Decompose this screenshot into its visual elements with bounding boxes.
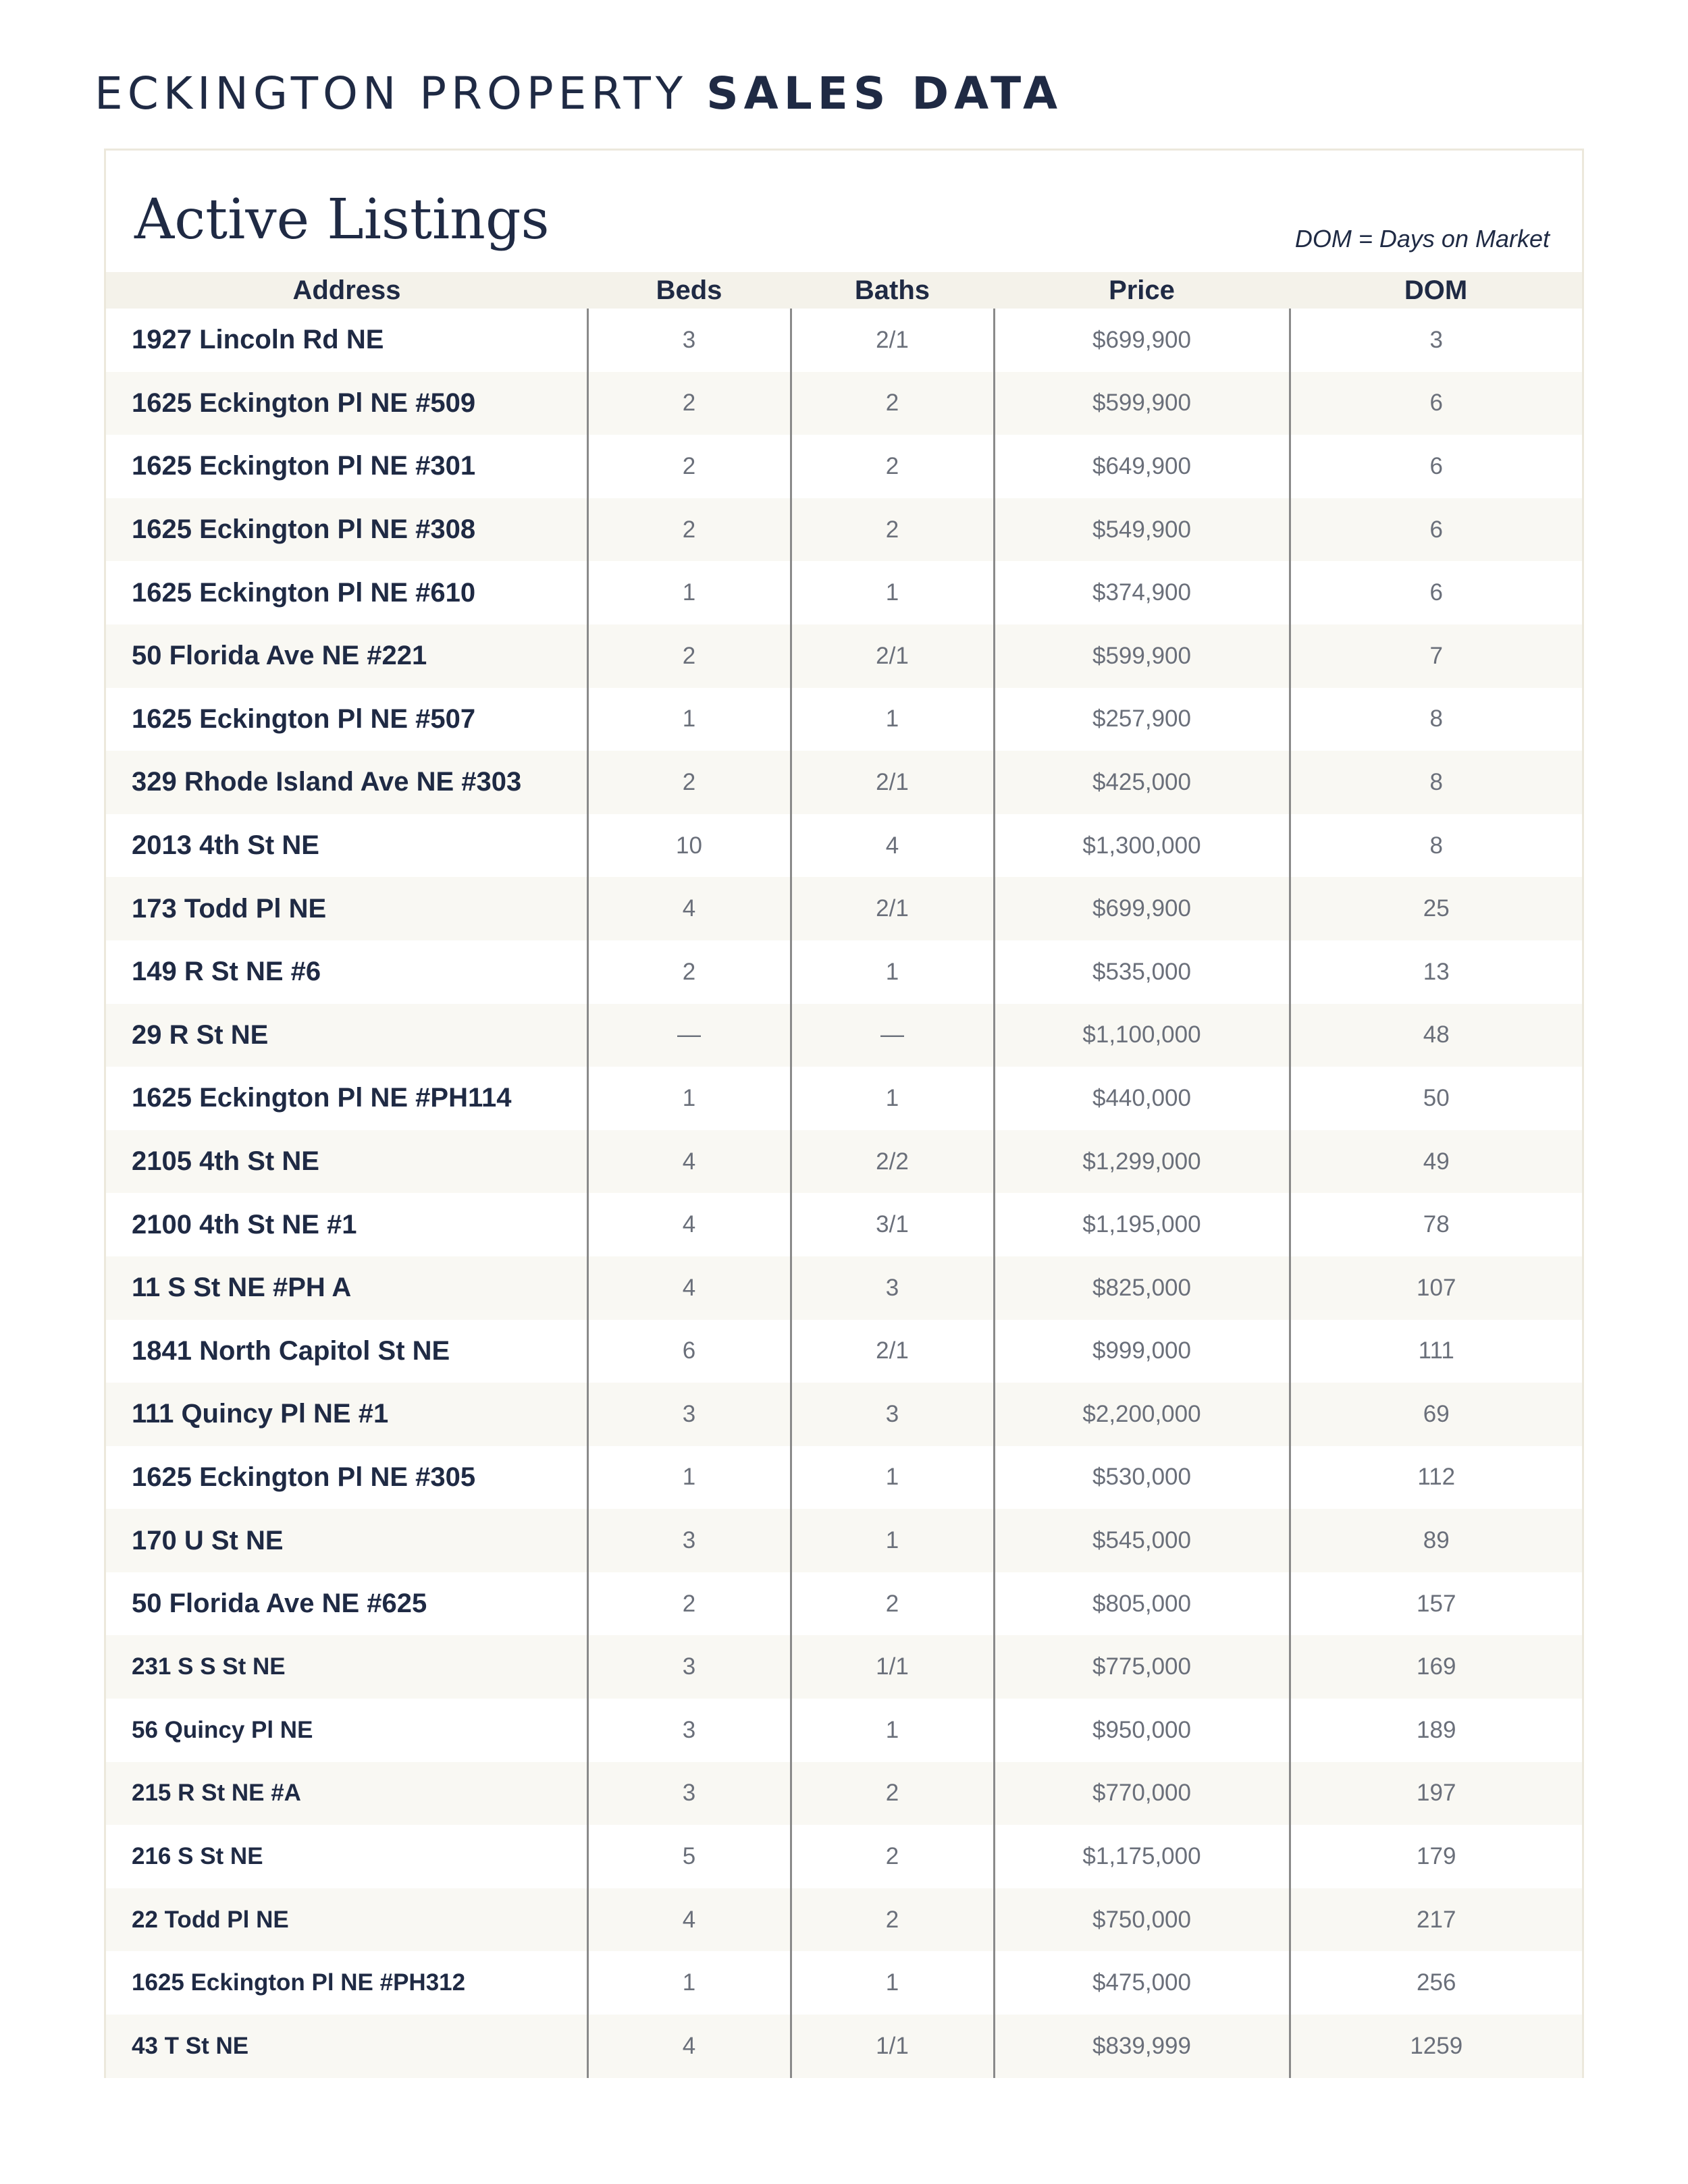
cell-address: 1625 Eckington Pl NE #301 <box>132 451 476 481</box>
cell-baths: 3 <box>791 1383 994 1446</box>
cell-price: $775,000 <box>994 1635 1290 1699</box>
cell-baths: 1 <box>791 561 994 624</box>
cell-baths: 1 <box>791 1951 994 2015</box>
table-row <box>106 1004 1582 1067</box>
cell-price: $1,175,000 <box>994 1825 1290 1888</box>
cell-price: $750,000 <box>994 1888 1290 1952</box>
cell-dom: 3 <box>1290 309 1582 372</box>
cell-price: $374,900 <box>994 561 1290 624</box>
cell-baths: 1 <box>791 1699 994 1762</box>
cell-beds: 3 <box>587 309 791 372</box>
cell-address: 2013 4th St NE <box>132 830 319 861</box>
cell-beds: 6 <box>587 1320 791 1383</box>
cell-baths: 4 <box>791 814 994 878</box>
cell-beds: 4 <box>587 1888 791 1952</box>
cell-dom: 112 <box>1290 1446 1582 1510</box>
cell-beds: 3 <box>587 1383 791 1446</box>
table-row <box>106 1951 1582 2015</box>
table-row <box>106 435 1582 498</box>
column-header-baths: Baths <box>791 272 994 309</box>
cell-baths: 1 <box>791 688 994 751</box>
table-row <box>106 1256 1582 1320</box>
cell-beds: 1 <box>587 688 791 751</box>
cell-beds: — <box>587 1004 791 1067</box>
table-row <box>106 1193 1582 1256</box>
table-row <box>106 1762 1582 1826</box>
cell-price: $530,000 <box>994 1446 1290 1510</box>
column-header-price: Price <box>994 272 1290 309</box>
cell-dom: 25 <box>1290 877 1582 940</box>
cell-address: 149 R St NE #6 <box>132 957 321 987</box>
column-header-address: Address <box>106 272 587 309</box>
table-row <box>106 561 1582 624</box>
cell-beds: 4 <box>587 877 791 940</box>
cell-price: $599,900 <box>994 624 1290 688</box>
cell-address: 43 T St NE <box>106 2015 587 2078</box>
cell-price: $535,000 <box>994 940 1290 1004</box>
dom-legend-note: DOM = Days on Market <box>1294 225 1550 252</box>
cell-price: $599,900 <box>994 372 1290 435</box>
page-title-bold: SALES DATA <box>706 68 1063 119</box>
page-title-light: ECKINGTON PROPERTY <box>95 68 688 119</box>
table-row <box>106 624 1582 688</box>
cell-address: 1625 Eckington Pl NE #507 <box>132 703 476 734</box>
table-row <box>106 1383 1582 1446</box>
cell-baths: 1 <box>791 1446 994 1510</box>
cell-address: 1625 Eckington Pl NE #PH114 <box>132 1083 512 1113</box>
cell-price: $1,300,000 <box>994 814 1290 878</box>
cell-beds: 1 <box>587 1446 791 1510</box>
table-row <box>106 1446 1582 1510</box>
cell-price: $999,000 <box>994 1320 1290 1383</box>
cell-baths: 3/1 <box>791 1193 994 1256</box>
cell-price: $1,299,000 <box>994 1130 1290 1194</box>
table-row <box>106 1888 1582 1952</box>
cell-baths: 3 <box>791 1256 994 1320</box>
table-row <box>106 814 1582 878</box>
table-row <box>106 1130 1582 1194</box>
cell-dom: 69 <box>1290 1383 1582 1446</box>
cell-beds: 2 <box>587 498 791 562</box>
table-row <box>106 1825 1582 1888</box>
cell-beds: 2 <box>587 372 791 435</box>
cell-baths: 2/1 <box>791 309 994 372</box>
cell-price: $805,000 <box>994 1572 1290 1636</box>
cell-dom: 217 <box>1290 1888 1582 1952</box>
cell-address: 29 R St NE <box>106 1004 587 1067</box>
cell-address: 2100 4th St NE #1 <box>132 1209 357 1240</box>
cell-beds: 1 <box>587 1951 791 2015</box>
cell-price: $1,100,000 <box>994 1004 1290 1067</box>
cell-price: $649,900 <box>994 435 1290 498</box>
cell-address: 329 Rhode Island Ave NE #303 <box>106 751 587 814</box>
table-row <box>106 309 1582 372</box>
cell-dom: 6 <box>1290 435 1582 498</box>
cell-dom: 8 <box>1290 688 1582 751</box>
cell-address: 1625 Eckington Pl NE #305 <box>132 1462 476 1492</box>
cell-address: 56 Quincy Pl NE <box>132 1716 313 1743</box>
active-listings-table <box>106 272 1582 2078</box>
table-row <box>106 940 1582 1004</box>
cell-beds: 10 <box>587 814 791 878</box>
cell-dom: 6 <box>1290 561 1582 624</box>
table-row <box>106 751 1582 814</box>
table-row <box>106 688 1582 751</box>
cell-beds: 2 <box>587 940 791 1004</box>
cell-dom: 179 <box>1290 1825 1582 1888</box>
cell-address: 170 U St NE <box>106 1509 587 1572</box>
cell-baths: 2 <box>791 435 994 498</box>
cell-beds: 2 <box>587 1572 791 1636</box>
cell-dom: 7 <box>1290 624 1582 688</box>
cell-baths: 1 <box>791 940 994 1004</box>
cell-dom: 89 <box>1290 1509 1582 1572</box>
cell-address: 1625 Eckington Pl NE #610 <box>132 577 476 608</box>
cell-price: $425,000 <box>994 751 1290 814</box>
cell-baths: 2/1 <box>791 877 994 940</box>
cell-address: 22 Todd Pl NE <box>106 1888 587 1952</box>
cell-dom: 1259 <box>1290 2015 1582 2078</box>
cell-baths: 2 <box>791 372 994 435</box>
table-row <box>106 877 1582 940</box>
cell-baths: 2/1 <box>791 1320 994 1383</box>
cell-address: 1841 North Capitol St NE <box>132 1335 450 1366</box>
cell-price: $549,900 <box>994 498 1290 562</box>
cell-price: $1,195,000 <box>994 1193 1290 1256</box>
cell-baths: 1/1 <box>791 2015 994 2078</box>
cell-dom: 8 <box>1290 751 1582 814</box>
cell-dom: 189 <box>1290 1699 1582 1762</box>
table-row <box>106 1509 1582 1572</box>
cell-address: 1927 Lincoln Rd NE <box>132 325 384 355</box>
cell-price: $475,000 <box>994 1951 1290 2015</box>
cell-baths: 2 <box>791 1572 994 1636</box>
table-row <box>106 1635 1582 1699</box>
cell-dom: 50 <box>1290 1067 1582 1130</box>
column-header-beds: Beds <box>587 272 791 309</box>
cell-address: 111 Quincy Pl NE #1 <box>106 1383 587 1446</box>
cell-baths: — <box>791 1004 994 1067</box>
cell-dom: 8 <box>1290 814 1582 878</box>
cell-price: $699,900 <box>994 309 1290 372</box>
cell-baths: 2/2 <box>791 1130 994 1194</box>
cell-price: $2,200,000 <box>994 1383 1290 1446</box>
cell-baths: 1 <box>791 1509 994 1572</box>
cell-baths: 1/1 <box>791 1635 994 1699</box>
cell-dom: 256 <box>1290 1951 1582 2015</box>
cell-beds: 2 <box>587 751 791 814</box>
cell-address: 1625 Eckington Pl NE #PH312 <box>132 1969 466 1996</box>
cell-beds: 3 <box>587 1509 791 1572</box>
cell-beds: 3 <box>587 1635 791 1699</box>
cell-address: 1625 Eckington Pl NE #308 <box>106 498 587 562</box>
cell-baths: 2 <box>791 498 994 562</box>
cell-dom: 169 <box>1290 1635 1582 1699</box>
cell-dom: 49 <box>1290 1130 1582 1194</box>
table-header-row <box>106 272 1582 309</box>
cell-beds: 5 <box>587 1825 791 1888</box>
cell-baths: 1 <box>791 1067 994 1130</box>
cell-baths: 2 <box>791 1825 994 1888</box>
cell-price: $545,000 <box>994 1509 1290 1572</box>
page-title <box>95 68 1063 119</box>
cell-address: 50 Florida Ave NE #221 <box>106 624 587 688</box>
cell-baths: 2 <box>791 1888 994 1952</box>
table-row <box>106 2015 1582 2078</box>
cell-beds: 3 <box>587 1699 791 1762</box>
cell-dom: 6 <box>1290 372 1582 435</box>
cell-address: 50 Florida Ave NE #625 <box>132 1589 427 1619</box>
cell-address: 215 R St NE #A <box>106 1762 587 1826</box>
cell-dom: 48 <box>1290 1004 1582 1067</box>
cell-address: 231 S S St NE <box>106 1635 587 1699</box>
table-row <box>106 498 1582 562</box>
cell-beds: 2 <box>587 435 791 498</box>
cell-dom: 197 <box>1290 1762 1582 1826</box>
cell-address: 1625 Eckington Pl NE #509 <box>106 372 587 435</box>
cell-price: $825,000 <box>994 1256 1290 1320</box>
cell-beds: 3 <box>587 1762 791 1826</box>
cell-address: 11 S St NE #PH A <box>106 1256 587 1320</box>
cell-price: $699,900 <box>994 877 1290 940</box>
cell-address: 173 Todd Pl NE <box>106 877 587 940</box>
cell-beds: 1 <box>587 1067 791 1130</box>
cell-beds: 2 <box>587 624 791 688</box>
section-title: Active Listings <box>134 188 550 252</box>
cell-baths: 2 <box>791 1762 994 1826</box>
cell-dom: 107 <box>1290 1256 1582 1320</box>
cell-price: $950,000 <box>994 1699 1290 1762</box>
cell-beds: 4 <box>587 1130 791 1194</box>
cell-address: 216 S St NE <box>132 1843 263 1870</box>
cell-address: 2105 4th St NE <box>106 1130 587 1194</box>
table-row <box>106 372 1582 435</box>
table-row <box>106 1572 1582 1636</box>
cell-price: $839,999 <box>994 2015 1290 2078</box>
cell-baths: 2/1 <box>791 624 994 688</box>
cell-dom: 111 <box>1290 1320 1582 1383</box>
cell-beds: 1 <box>587 561 791 624</box>
cell-beds: 4 <box>587 2015 791 2078</box>
cell-beds: 4 <box>587 1193 791 1256</box>
table-row <box>106 1699 1582 1762</box>
listings-card <box>104 149 1584 2078</box>
cell-price: $770,000 <box>994 1762 1290 1826</box>
column-header-dom: DOM <box>1290 272 1582 309</box>
table-row <box>106 1067 1582 1130</box>
cell-beds: 4 <box>587 1256 791 1320</box>
cell-dom: 6 <box>1290 498 1582 562</box>
cell-baths: 2/1 <box>791 751 994 814</box>
cell-dom: 157 <box>1290 1572 1582 1636</box>
table-row <box>106 1320 1582 1383</box>
cell-price: $440,000 <box>994 1067 1290 1130</box>
cell-price: $257,900 <box>994 688 1290 751</box>
cell-dom: 13 <box>1290 940 1582 1004</box>
cell-dom: 78 <box>1290 1193 1582 1256</box>
